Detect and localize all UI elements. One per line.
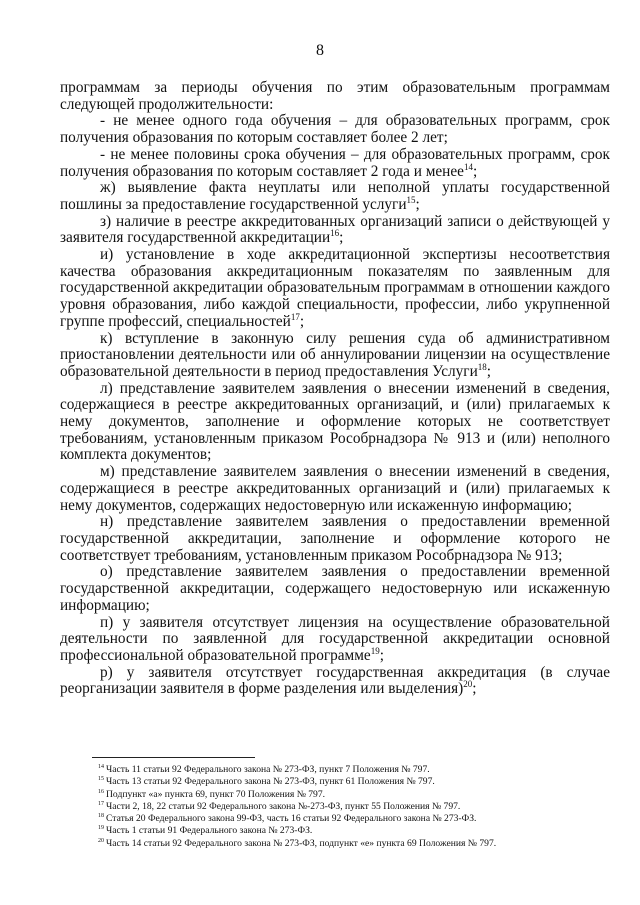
- footnote: $^{16}$ Подпункт «а» пункта 69, пункт 70 Положения № 797.: [98, 788, 326, 800]
- footnote-number: 16: [98, 788, 104, 795]
- footnote-ref: 20: [463, 679, 473, 690]
- footnotes: [98, 764, 618, 850]
- footnote-number: 20: [98, 837, 104, 844]
- paragraph: к) вступление в законную силу решения суда об административном приостановлении деятельности или об аннулировании лицензии на осуществление образовательной деятельности в период предоставления Услуги$^{18}$;: [60, 329, 610, 380]
- paragraph: м) представление заявителем заявления о внесении изменений в сведения, содержащиеся в реестре аккредитованных организаций и (или) прилагаемых к нему документов, содержащих недостоверную или искаженную информацию;: [60, 463, 610, 514]
- paragraph: ж) выявление факта неуплаты или неполной уплаты государственной пошлины за предоставление государственной услуги$^{15}$;: [60, 179, 610, 213]
- footnote: $^{17}$ Части 2, 18, 22 статьи 92 Федерального закона №-273-ФЗ, пункт 55 Положения № 797.: [98, 800, 461, 812]
- paragraph: и) установление в ходе аккредитационной экспертизы несоответствия качества образования аккредитационным показателям по заявленным для государственной аккредитации образовательным программам в отношении каждого уровня образования, либо каждой специальности, профессии, либо укрупненной группе профессий, специальностей$^{17}$;: [60, 246, 610, 330]
- footnote-number: 15: [98, 776, 104, 783]
- paragraph: п) у заявителя отсутствует лицензия на осуществление образовательной деятельности по заявленной для государственной аккредитации основной профессиональной образовательной программе$^{19}$;: [60, 613, 610, 664]
- footnote-ref: 15: [406, 194, 416, 205]
- footnote-ref: 19: [370, 645, 380, 656]
- paragraph: л) представление заявителем заявления о внесении изменений в сведения, содержащиеся в реестре аккредитованных организаций, и (или) прилагаемых к нему документов, заполнение и оформление которых не соответствует требованиям, установленным приказом Рособрнадзора № 913 и (или) неполного комплекта документов;: [60, 379, 610, 464]
- footnote: $^{15}$ Часть 13 статьи 92 Федерального закона № 273-ФЗ, пункт 61 Положения № 797.: [98, 776, 435, 788]
- footnote-separator: [92, 757, 255, 758]
- footnote: $^{18}$ Статья 20 Федерального закона 99-ФЗ, часть 16 статьи 92 Федерального закона № 273-ФЗ.: [98, 813, 477, 825]
- paragraph: о) представление заявителем заявления о предоставлении временной государственной аккредитации, содержащего недостоверную или искаженную информацию;: [60, 563, 610, 614]
- body-text: [60, 80, 610, 698]
- paragraph: р) у заявителя отсутствует государственная аккредитация (в случае реорганизации заявителя в форме разделения или выделения)$^{20}$;: [60, 663, 610, 698]
- footnote-ref: 14: [463, 161, 473, 172]
- footnote-number: 17: [98, 800, 104, 807]
- paragraph: з) наличие в реестре аккредитованных организаций записи о действующей у заявителя государственной аккредитации$^{16}$;: [60, 212, 610, 247]
- footnote: $^{14}$ Часть 11 статьи 92 Федерального закона № 273-ФЗ, пункт 7 Положения № 797.: [98, 764, 430, 775]
- footnote-number: 14: [98, 764, 104, 770]
- paragraph: н) представление заявителем заявления о предоставлении временной государственной аккредитации, заполнение и оформление которого не соответствует требованиям, установленным приказом Рособрнадзора № 913;: [60, 513, 610, 564]
- paragraph: - не менее одного года обучения – для образовательных программ, срок получения образования по которым составляет более 2 лет;: [60, 112, 610, 147]
- page-number: 8: [316, 42, 324, 59]
- footnote-ref: 17: [290, 311, 300, 322]
- paragraph: программам за периоды обучения по этим образовательным программам следующей продолжительности:: [60, 79, 610, 113]
- footnote-ref: 16: [330, 228, 340, 239]
- footnote-ref: 18: [477, 361, 487, 372]
- footnote: $^{19}$ Часть 1 статьи 91 Федерального закона № 273-ФЗ.: [98, 825, 313, 837]
- footnote-number: 19: [98, 825, 104, 832]
- footnote-number: 18: [98, 813, 104, 820]
- paragraph: - не менее половины срока обучения – для образовательных программ, срок получения образования по которым составляет 2 года и менее$^{14}$;: [60, 145, 610, 180]
- footnote: $^{20}$ Часть 14 статьи 92 Федерального закона № 273-ФЗ, подпункт «е» пункта 69 Положения № 797.: [98, 837, 497, 849]
